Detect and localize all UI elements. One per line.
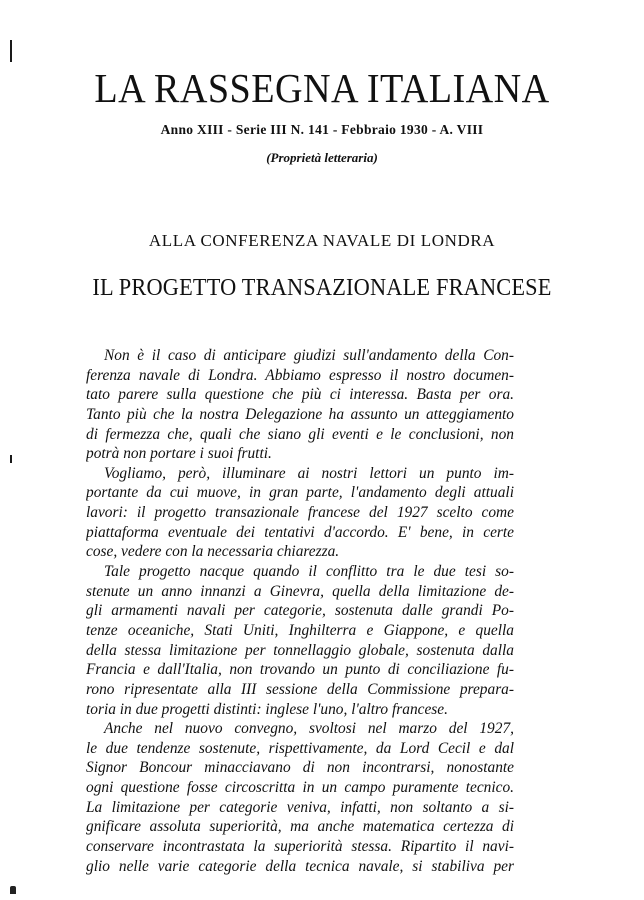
text-line: conservare incontrastata la superiorità stessa. Ripartito il navi- [86,838,514,856]
text-line: La limitazione per categorie veniva, infatti, non soltanto a si- [86,798,514,816]
text-line: Anche nel nuovo convegno, svoltosi nel marzo del 1927, [104,720,514,738]
article-body [86,346,514,876]
text-line: Tanto più che la nostra Delegazione ha assunto un atteggiamento [86,405,514,423]
binding-mark [10,455,12,463]
text-line: Francia e dall'Italia, non trovando un punto di conciliazione fu- [86,661,514,679]
text-line: stenute un anno innanzi a Ginevra, quella della limitazione de- [86,582,514,600]
article-title: IL PROGETTO TRANSAZIONALE FRANCESE [92,275,552,301]
binding-mark [10,40,12,62]
rights-notice: (Proprietà letteraria) [266,150,378,165]
text-line: lavori: il progetto transazionale francese del 1927 scelto come [86,504,514,522]
text-line: tenze oceaniche, Stati Uniti, Inghilterra e Giappone, e quella [86,621,514,639]
text-line: portante da cui muove, in gran parte, l'andamento degli attuali [86,484,514,502]
text-line: cose, vedere con la necessaria chiarezza. [86,543,340,561]
text-line: potrà non portare i suoi frutti. [86,445,272,463]
text-line: Signor Boncour minacciavano di non incontrarsi, nonostante [86,759,514,777]
text-line: glio nelle varie categorie della tecnica navale, si stabiliva per [86,857,514,875]
text-line: della stessa limitazione per tonnellaggio globale, sostenuta dalla [86,641,514,659]
text-line: piattaforma eventuale dei tentativi d'accordo. E' bene, in certe [86,523,514,541]
text-line: di fermezza che, quali che siano gli eventi e le conclusioni, non [86,425,514,443]
text-line: gnificare assoluta superiorità, ma anche matematica certezza di [86,818,514,836]
text-line: Tale progetto nacque quando il conflitto tra le due tesi so- [104,563,514,581]
text-line: Vogliamo, però, illuminare ai nostri lettori un punto im- [104,464,514,482]
text-line: le due tendenze sostenute, rispettivamente, da Lord Cecil e dal [86,739,514,757]
text-line: tato parere sulla questione che più ci interessa. Basta per ora. [86,386,514,404]
text-line: rono ripresentate alla III sessione della Commissione prepara- [86,680,514,698]
text-line: gli armamenti navali per categorie, sostenuta dalle grandi Po- [86,602,514,620]
text-line: Non è il caso di anticipare giudizi sull'andamento della Con- [104,347,514,364]
text-line: ferenza navale di Londra. Abbiamo espresso il nostro documen- [86,366,514,384]
text-line: toria in due progetti distinti: inglese l'uno, l'altro francese. [86,700,448,718]
section-heading: ALLA CONFERENZA NAVALE DI LONDRA [148,231,496,250]
text-line: ogni questione fosse circoscritta in un campo puramente tecnico. [86,779,514,797]
issue-info: Anno XIII - Serie III N. 141 - Febbraio 1930 - A. VIII [160,122,484,137]
journal-masthead: LA RASSEGNA ITALIANA [94,65,550,111]
print-speck [10,886,16,894]
